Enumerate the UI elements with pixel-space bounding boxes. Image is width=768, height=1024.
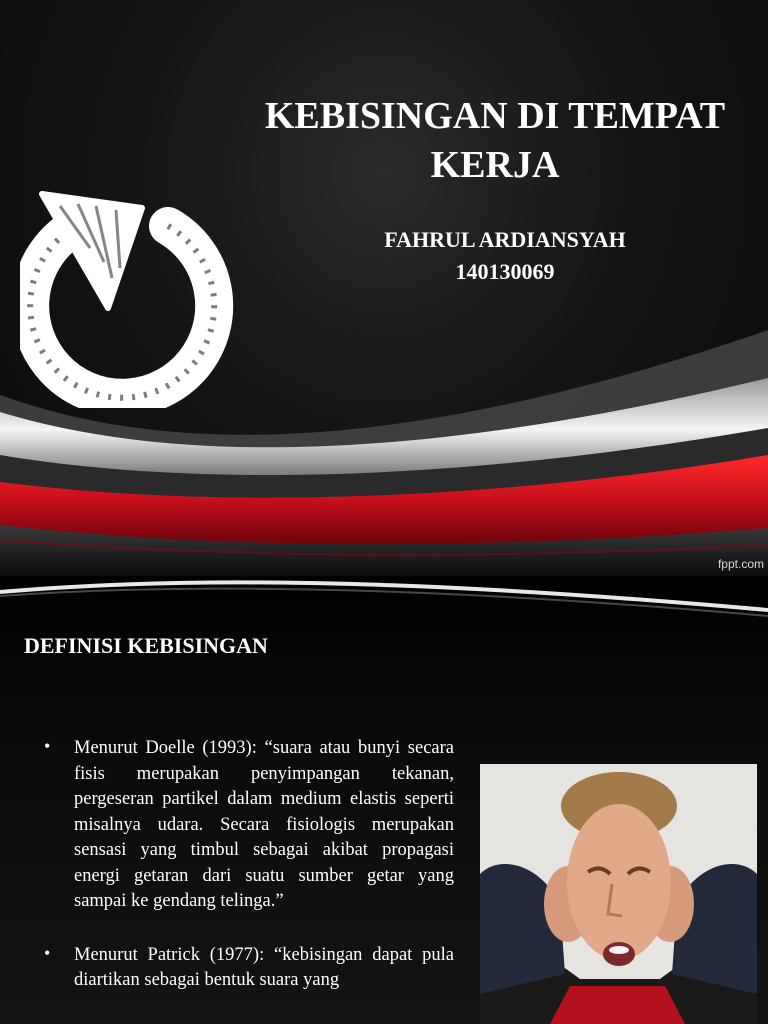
author-block xyxy=(300,224,710,288)
author-id: 140130069 xyxy=(455,259,555,284)
list-item: • Menurut Patrick (1977): “kebisingan dapat pula diartikan sebagai bentuk suara yang xyxy=(40,943,454,994)
slide-heading: DEFINISI KEBISINGAN xyxy=(24,633,268,658)
list-item: • Menurut Doelle (1993): “suara atau bunyi secara fisis merupakan penyimpangan tekanan, pergeseran partikel dalam medium elastis seperti misalnya udara. Secara fisiologis merupakan sensasi yang timbul sebagai akibat propagasi energi getaran dari suatu sumber getar yang sampai ke gendang telinga.” xyxy=(40,736,454,915)
watermark-text: fppt.com xyxy=(717,557,764,571)
definition-slide xyxy=(0,576,768,1024)
circular-refresh-arrow-icon xyxy=(20,188,240,408)
presentation-title: KEBISINGAN DI TEMPAT KERJA xyxy=(264,95,726,186)
author-name: FAHRUL ARDIANSYAH xyxy=(384,227,626,252)
man-covering-ears-photo xyxy=(480,764,757,1024)
definition-list xyxy=(40,736,454,1022)
